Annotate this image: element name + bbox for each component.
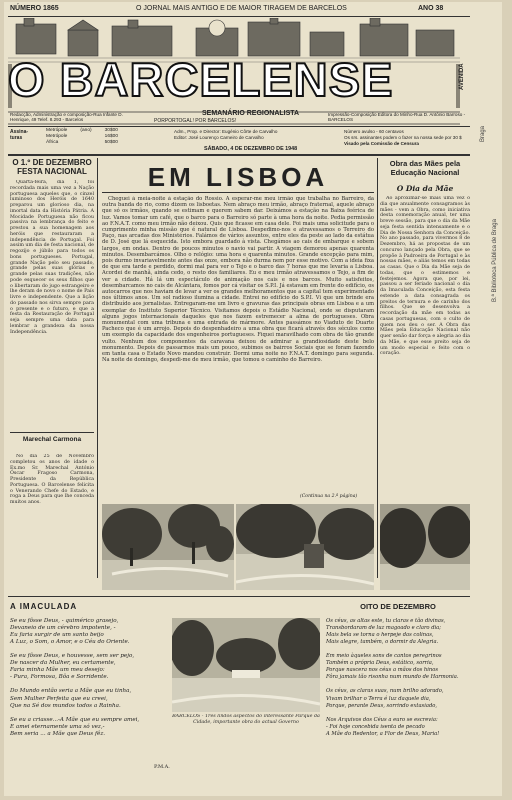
avenida-label: AVENIDA [459, 63, 465, 90]
poem-line [326, 710, 470, 717]
masthead-motto: PORPORTOGAL! POR BARCELOS! [154, 118, 237, 124]
rate-place: África [46, 140, 59, 145]
poem-line: Mais alegre, também, o dormir da Alegria. [326, 639, 439, 646]
poem-line: Porque nascera nos céus a mãos dos hinos [326, 667, 439, 674]
poem-line: Se eu fôsse Deus, - quimérico grasejo, [10, 618, 119, 624]
rate-price: 50$00 [104, 140, 118, 145]
printer-info: Impressão-Composição Editora do Minho-Rua D. António Barroso - BARCELOS [328, 112, 466, 123]
marechal-headline: Marechal Carmona [22, 436, 82, 443]
admin-info: Redacção, Administração e composição-Rua Infante D. Henrique, 49 Telef. 8.293 - Barcelos [10, 112, 123, 123]
poem-line: Os céus, as claras suas, num brilho adorado, [326, 688, 444, 695]
masthead-title: O BARCELENSE [8, 53, 394, 106]
editor-info-2: Editor: José Lourenço Carneiro de Carvalho [174, 135, 264, 140]
poem-line: A Mãe do Redentor, a Flor de Deus, Maria! [326, 730, 440, 737]
poem-line: Se eu a criasse...-A Mãe que eu sempre amei, [10, 716, 140, 723]
main-article-text: Cheguei à meia-noite à estação do Rossio. A esperar-me meu irmão que trabalha no Barreiro, da outra banda do rio, como dizem os lisboetas. Nem abraço meu irmão, abraço fraternal, aquele abraço que só os irmãos, quando se estimam e querem sabem dar. Deixámos a estação na Baixa feérica de luz. Vamos tomar um café, que o barco para o Barreiro só parte à uma hora da noite. Pedia permissão ao F.N.A.T. como meu irmão não deixou. Quis que ficasse em casa dele. Foi mais uma solicitude para o cumprimento minha missão que é natural de Lisboa. Despedimo-nos e atravessamos o Terreiro do Paço, nas arcadas dos Ministérios. Falámos de vários assuntos, entre eles da peste ao lado da estátua de D. José que lá esquecida. Isto embora guardado à vista. Chegámos ao cais de embarque e sobem largos, em ondas. Dentro de poucos minutos o navio vai partir. A viagem demorou apenas quarenta minutos. Desembarcámos. Olho o relógio: uma hora e quarenta minutos. Grande excepção para mim, pois durmo invariavelmente antes das onze, embora não durma nem por esse motivo. Com a ideia fixa de que era tarde e perdido, dormi mal para ver o Tejo e o barco das 7 horas que me levaria a Lisboa. Acordei de manhã, ainda cedo, o resto dos familiares. Eu e meu irmão atravessamos o Tejo, a fim de ver a cidade. Há lá um espectáculo de animação nos cais e nos barcos. Muito satisfeitos, desembarcamos no cais de Alcântara, fomos por cá visitar os S.P.I. Já estavam em frente do edifício, os autocarros que nos haviam de levar a ver os grandes melhoramentos que a capital tem experimentado nos últimos anos. Um sol radioso ilumina a cidade. Entrei no edifício do S.P.I. Vi que um brinde era distribuído aos jornalistas. Entregaram-me um livro e gravuras das principais obras em Lisboa e a um exemplar do Instituto Superior Técnico. Visitamos depois o Estádio Nacional, onde se disputaram alguns jogos internacionais daqueles que nos fazem estremecer a alma de portugueses. Obra monumental com uma tribuna e uma entrada de mármore. Antes passámos no Viaduto de Duarte Pacheco que é um arrojo. Depois do despenhadeiro a uma obra que ficará através dos séculos como um exemplo da capacidade dos engenheiros portugueses. Fiquei maravilhado com obra de tão grande vulto. Nenhum dos componentes da caravana deixou de admirar a grandiosidade deste belo monumento. Depois de passarmos mais um pouco, subimos os bairros Sociais que se foram fazendo em tanta casa o Estado Novo mandou construir. Dormi uma noite no F.N.A.T. domingo para segunda. Na noite de domingo, despedi-me de meu irmão, que tomou o caminho do Barreiro. [102, 196, 374, 364]
poem-line: - Foi hoje concebida isenta de pecado [326, 723, 425, 730]
poem-line: Se eu fôsse Deus, e houvesse, sem ser pejo, [10, 653, 135, 660]
poem-line: Bem seria ... a Mãe que Deus fêz. [10, 730, 106, 737]
issue-date: SÁBADO, 4 DE DEZEMBRO DE 1948 [204, 146, 298, 152]
rate-period: (ano) [80, 128, 92, 133]
top-rule [8, 16, 470, 17]
poem-line: Vivam brilhar o Terra é luz daquele dia, [326, 695, 431, 702]
poem-line: A Luz, o Som, o Amor, e o Céu do Oriente. [10, 639, 130, 646]
rate-price: 16$00 [104, 134, 118, 139]
right-article-text: Ao aproximar-se mais uma vez o dia que anualmente consagramos às mães - vem a Obra, como iniciativa desta comemoração anual, ter uma breve sessão, para que o dia da Mãe seja festa sentida intensamente e o Dia de Nossa Senhora da Conceição. No ano passado, para vivermos 8 de Dezembro, há as propostas de um concurso lançado pela Obra, que se propõe à Padroeira de Portugal e às nossas mães, e aliás temos em todas as casas. Que o Dia da Mãe seja de todas, que o estimemos e festejemos. Agora que, por lei, passou a ser feriado nacional o dia da Imaculada Conceição, esta festa estende a data consagrada os preitos de ternura e de carinho dos filhos. Que se desenvolva a recordação da mãe em todas as casas portuguesas, com o culto de quem nos deu o ser. A Obra das Mães pela Educação Nacional não quer senão dar força e alegria ao dia da Mãe, e que esse preito seja de um modo especial e feito com o coração. [380, 196, 470, 357]
poem-line: Do Mundo então seria a Mãe que eu tinha, [10, 688, 132, 695]
park-photo-2 [236, 504, 374, 590]
main-headline-rule [102, 192, 374, 193]
rate-row [46, 140, 118, 146]
poem-line: De nascer da Mulher, eu certamente, [10, 660, 116, 667]
rate-place: Metrópole [46, 134, 68, 139]
poem-line: Mais bela se torna o herpeje das colinas, [326, 632, 434, 639]
price-note-2: Os srs. assinantes podem o fazer na nossa sede por 30 $ [344, 135, 462, 140]
imaculada-signature: P.M.A. [154, 764, 170, 770]
poem-line: Fôra jamais tão risonha num mundo de Harmonia. [326, 674, 459, 681]
rate-price: 30$00 [104, 128, 118, 133]
price-note: Número avulso - 60 centavos [344, 129, 404, 134]
col-rule-1 [97, 158, 98, 578]
issue-number: NÚMERO 1865 [10, 5, 59, 12]
poem-line [10, 710, 168, 717]
left-divider [10, 432, 94, 433]
rate-place: Metrópole [46, 128, 68, 133]
marechal-body [10, 454, 94, 576]
poem-line: Transbordaram de luz magoado e claro dia; [326, 625, 442, 632]
masthead-subtitle: SEMANÁRIO REGIONALISTA [202, 110, 300, 117]
right-headline: Obra das Mães pela Educação Nacional [389, 159, 461, 177]
right-subhead: O Dia da Mãe [396, 184, 454, 193]
main-continued: (Continua na 2.ª página) [300, 494, 358, 499]
rates-label-1: Assina- [10, 129, 29, 135]
top-line [10, 4, 472, 16]
park-photo-3 [380, 504, 470, 590]
postal-note: Visado pela Comissão de Censura [344, 141, 419, 146]
subscription-rates [46, 128, 118, 146]
bottom-rule [8, 596, 470, 597]
left-article-body [10, 180, 94, 430]
imaculada-headline: A IMACULADA [10, 602, 78, 611]
poem-line: Eu faria surgir de um santo beijo [10, 632, 104, 639]
caption-text: BARCELOS - Três lindos aspectos do interessante Parque da Cidade, importante obra do actual Governo [172, 714, 320, 725]
main-article-body [102, 196, 374, 496]
editor-info: Adm., Prop. e Director: Eugénio Côrte de Carvalho [174, 129, 278, 134]
tagline: O JORNAL MAIS ANTIGO E DE MAIOR TIRAGEM DE BARCELOS [136, 5, 347, 12]
poem-line: E amei eternamente uma só vez,- [10, 723, 105, 730]
bottom-photo-caption [172, 714, 320, 734]
rates-label-2: turas [10, 135, 23, 141]
poem-line: Que na Sé dos mundos todos a Rainha. [10, 702, 121, 709]
poem-line: Sem Mulher Perfeita que eu creei, [10, 695, 108, 702]
main-headline: EM LISBOA [147, 162, 329, 192]
imaculada-poem [10, 618, 168, 738]
poem-line: Faria minha Mãe um meu desejo: [10, 667, 105, 674]
poem-line: Em meio àqueles sons de cantos peregrinos [326, 653, 442, 660]
masthead-bottom-rule [8, 154, 470, 156]
library-side-note: B.ª Biblioteca Pública de Braga [492, 219, 498, 302]
poem-line: Também a própria Deus, estático, sorria, [326, 660, 434, 667]
col-rule-2 [377, 158, 378, 578]
oito-headline: OITO DE DEZEMBRO [360, 602, 436, 611]
poem-line: - Pura, Formosa, Bôa e Sorridente. [10, 674, 109, 681]
left-article-text: Quarta-feira, dia 1, foi recordada mais uma vez a Nação portuguesa aqueles que, o cinzel luminoso dos Heróis de 1640 preparou um glorioso dia, na imortal data da História Pátria. A Mocidade Portuguesa não ficou passiva na lembrança do feito e prestou a sua homenagem aos heróis que restauraram a independência de Portugal. Foi assim um dia de festa nacional, de regozijo e júbilo para todos os bons portugueses. Portugal, grande Nação pelo seu passado, grande pelas suas glórias e grande pelas suas tradições, não pode esquecer os seus filhos que o libertaram do jugo estrangeiro e lhe deram de novo o nome de País livre e independente. Que a lição do passado nos sirva sempre para o presente e o futuro, e que a festa da Restauração de Portugal seja sempre uma data para lembrar a grandeza da nossa Independência. [10, 180, 94, 335]
poem-line: Os céus, as altas este, tu claras e tão divinas, [326, 618, 446, 624]
library-side-note-2: Braga [480, 125, 486, 142]
rates-rule [8, 126, 470, 127]
marechal-text: No dia 25 de Novembro completou os anos de idade o Ex.mo Sr. Marechal António Óscar Fragoso Carmona, Presidente da República Portuguesa. O Barcelense felicita o Venerando Chefe do Estado, e roga a Deus para que lhe conceda muitos anos. [10, 454, 94, 505]
newspaper-page [4, 2, 502, 796]
left-headline: O 1.º DE DEZEMBRO FESTA NACIONAL [12, 158, 92, 176]
year: ANO 38 [418, 5, 444, 12]
park-photo-bottom [172, 618, 320, 712]
oito-poem [326, 618, 470, 738]
poem-line: Nos Arquivos dos Céus a euro se escrevia: [326, 716, 438, 723]
poem-line: Devaneio de um cérebro impotente, - [10, 625, 116, 632]
poem-line: Porque, perante Deus, sorrindo extasiado, [326, 702, 438, 709]
park-photo-1 [102, 504, 234, 590]
